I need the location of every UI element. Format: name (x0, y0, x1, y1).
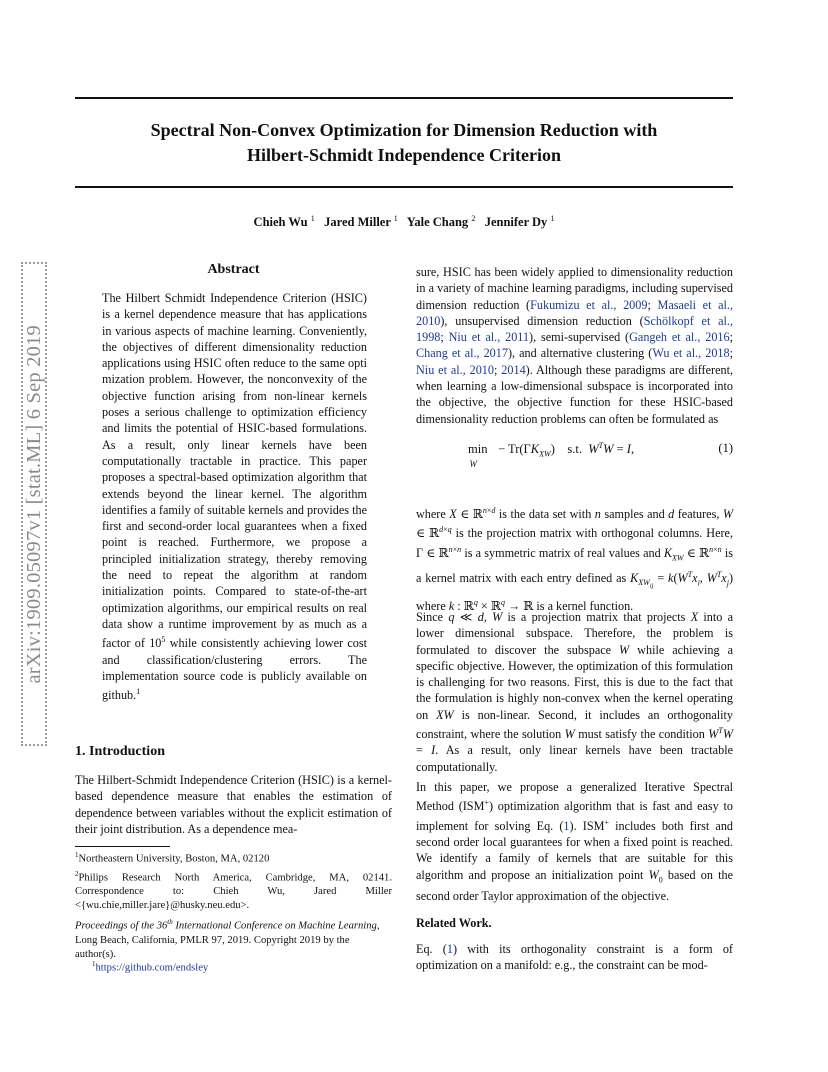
right-paragraph-4: In this paper, we propose a generalized Iterative Spectral Method (ISM+) optimization algorithm that is fast and easy to implement for solving Eq. (1). ISM+ includes both first and second order local guarantees for when a fixed point is reached. We identify a family of kernels that are suitable for this algorithm and propose an initialization point $W_0$ based on the second order Taylor approximation of the objective. (416, 780, 734, 904)
citation[interactable]: Schölkopf et al., 1998 (416, 313, 733, 345)
citation[interactable]: Niu et al., 2010 (416, 362, 494, 377)
citation[interactable]: Wu et al., 2018 (652, 346, 730, 361)
github-link[interactable]: https://github.com/endsley (95, 962, 209, 974)
equation-body: $\min_W - Tr(\Gamma K_{XW})$ s.t. $W^TW = I$, (468, 441, 635, 469)
equation-number: (1) (718, 441, 733, 455)
citation[interactable]: Masaeli et al., 2010 (416, 297, 733, 328)
citation[interactable]: Gangeh et al., 2016 (629, 330, 730, 345)
right-paragraph-3: Since q ≪ d, W is a projection matrix that projects X into a lower dimensional subspace. Therefore, the problem is formulated to discover the subspace W while achieving a specific objective. However, the optimization of this formulation is challenging for two reasons. First, this is due to the fact that the formulation is highly non-convex when the kernel operating on XW is non-linear. Second, it includes an orthogonality constraint, where the solution W must satisfy the condition $W^TW = I$. As a result, only linear kernels have been tractable computationally. (416, 610, 734, 774)
title-line-2: Hilbert-Schmidt Independence Criterion (247, 145, 561, 165)
author-list (75, 214, 733, 230)
section-heading-introduction: 1. Introduction (75, 744, 165, 759)
abstract-body: The Hilbert Schmidt Independence Criterion (HSIC) is a kernel dependence measure that has applications in various aspects of machine learning. Conveniently, the objectives of different dimensionality reduction applications using HSIC often reduce to the same opti mization problem. However, the nonconvexity of the objective function arising from non-linear kernels poses a serious challenge to optimization efficiency and limits the potential of HSIC-based formulations. As a result, only linear kernels have been computationally tractable in practice. This paper proposes a spectral-based optimization algorithm that extends beyond the linear kernel. The algorithm identifies a family of suitable kernels and provides the first and second-order local guarantees when a fixed point is reached. Furthermore, we propose a principled initialization strategy, thereby removing the need to repeat the algorithm at random initialization points. Compared to state-of-the-art optimization algorithms, our empirical results on real data show a runtime improvement by as much as a factor of $10^5$ while consistently achieving lower cost and classification/clustering errors. The implementation source code is publicly available on github.$^1$ (102, 291, 367, 703)
title-bottom-rule (75, 186, 733, 188)
author: Jared Miller $^1$ (324, 214, 398, 230)
right-paragraph-5: Eq. (1) with its orthogonality constraint is a form of optimization on a manifold: e.g., the constraint can be mod- (416, 942, 733, 973)
footnote-affiliations: $^1$Northeastern University, Boston, MA, 02120 $^2$Philips Research North America, Cambridge, MA, 02141. Correspondence to: Chieh Wu, Jared Miller <{wu.chie,miller.jare}@husky.neu.edu>. (75, 851, 392, 912)
citation[interactable]: Chang et al., 2017 (416, 346, 508, 361)
arxiv-stamp (21, 262, 47, 746)
citation[interactable]: Niu et al., 2011 (448, 330, 530, 345)
right-paragraph-1: sure, HSIC has been widely applied to dimensionality reduction in a variety of machine learning paradigms, including supervised dimension reduction (Fukumizu et al., 2009; Masaeli et al., 2010), unsupervised dimension reduction (Schölkopf et al., 1998; Niu et al., 2011), semi-supervised (Gangeh et al., 2016; Chang et al., 2017), and alternative clustering (Wu et al., 2018; Niu et al., 2010; 2014). Although these paradigms are different, when learning a low-dimensional subspace is incorporated into the objective, the objective function for these HSIC-based dimensionality reduction problems can often be formulated as (416, 265, 734, 426)
proceedings-note: Proceedings of the 36th International Conference on Machine Learning, Long Beach, California, PMLR 97, 2019. Copyright 2019 by the author(s). (75, 918, 380, 960)
title-line-1: Spectral Non-Convex Optimization for Dimension Reduction with (150, 120, 658, 140)
related-work-heading: Related Work. (416, 916, 492, 930)
author: Yale Chang $^2$ (406, 214, 476, 230)
footnote-github: $^1$https://github.com/endsley (92, 960, 209, 974)
author: Chieh Wu $^1$ (253, 214, 315, 230)
arxiv-stamp-text: arXiv:1909.05097v1 [stat.ML] 6 Sep 2019 (22, 324, 45, 684)
citation[interactable]: 2014 (501, 362, 526, 377)
right-paragraph-2: where X ∈ ℝ$^{n\times d}$ is the data set with n samples and d features, W ∈ ℝ$^{d\times q}$ is the projection matrix with orthogonal columns. Here, Γ ∈ ℝ$^{n\times n}$ is a symmetric matrix of real values and $K_{XW}$ ∈ ℝ$^{n\times n}$ is a kernel matrix with each entry defined as $K_{XW_{ij}} = k(W^Tx_i$, $W^Tx_j$) where k : ℝ$^q$ × ℝ$^q$ → ℝ is a kernel function. (416, 506, 734, 613)
intro-paragraph: The Hilbert-Schmidt Independence Criterion (HSIC) is a kernel-based dependence measure that enables the estimation of dependence between variables without the explicit estimation of their joint distribution. As a dependence mea- (75, 773, 392, 836)
abstract-heading: Abstract (207, 262, 260, 277)
citation[interactable]: Fukumizu et al., 2009 (530, 297, 648, 312)
paper-title (75, 118, 733, 168)
author: Jennifer Dy $^1$ (484, 214, 555, 230)
top-rule (75, 97, 733, 99)
footnote-rule (75, 846, 170, 847)
